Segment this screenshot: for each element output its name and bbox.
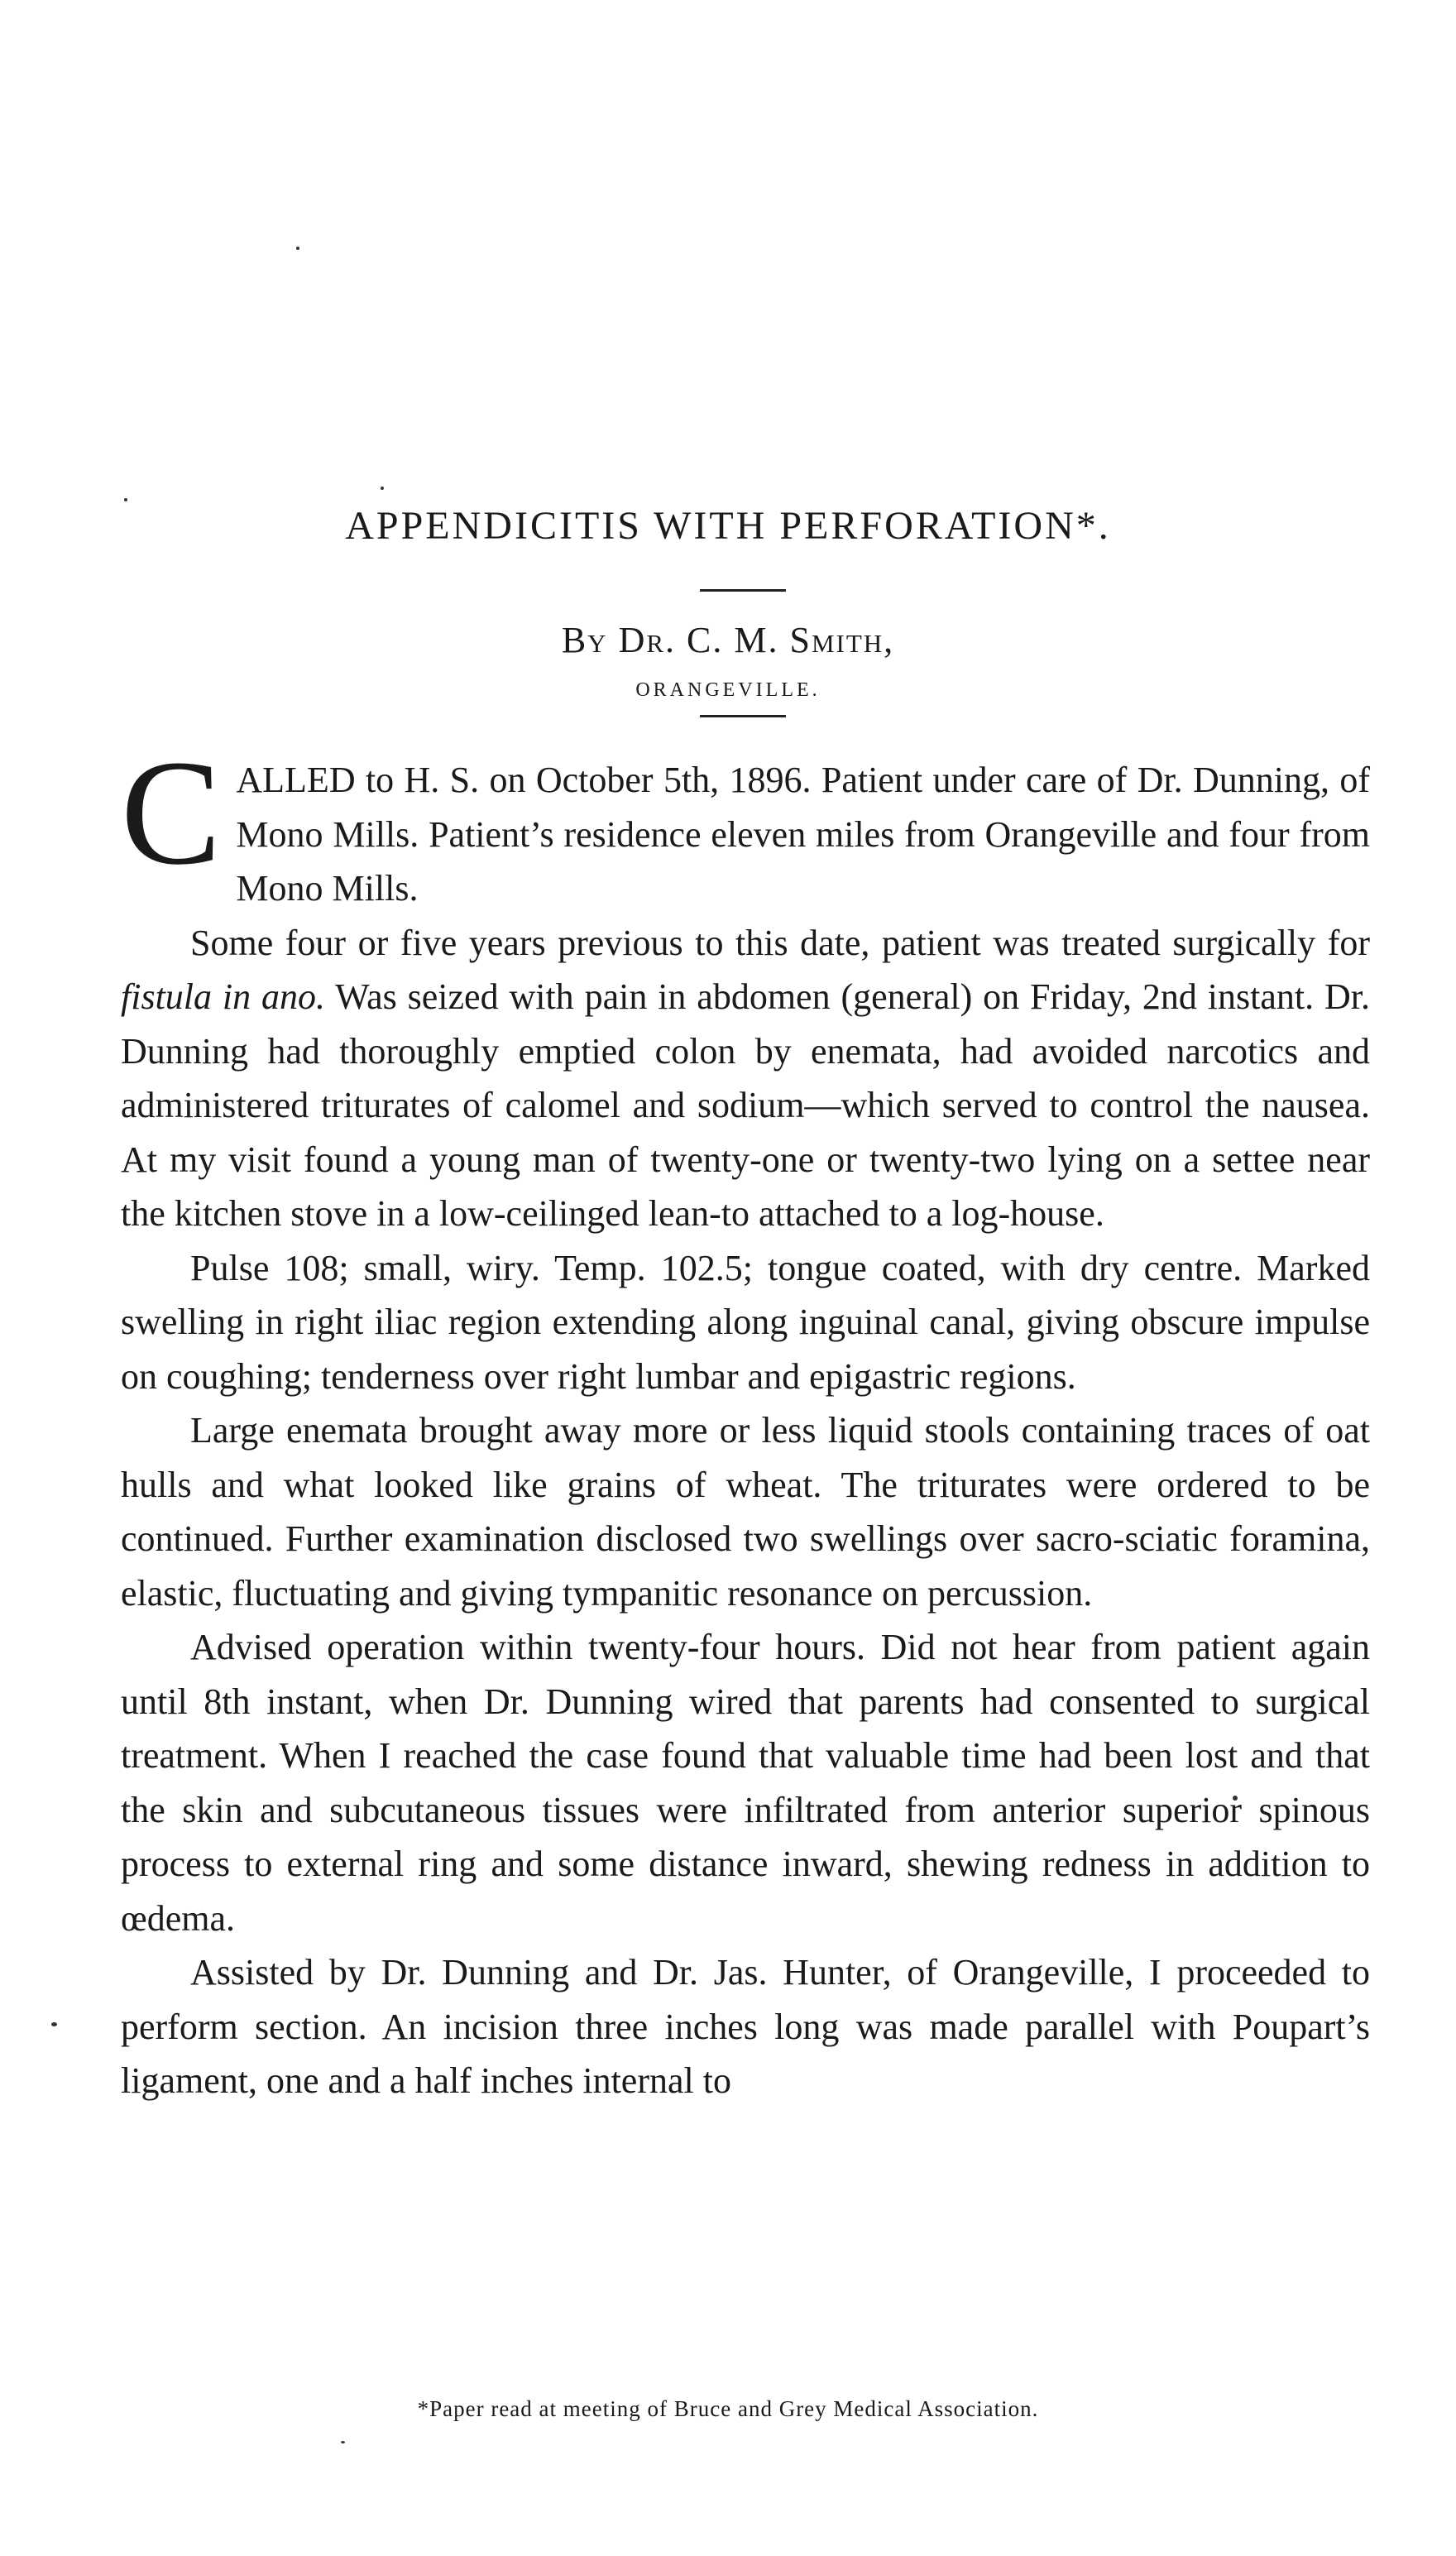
paragraph-6: Assisted by Dr. Dunning and Dr. Jas. Hunter, of Orangeville, I proceeded to perform section. An incision three inches long was made parallel with Poupart’s ligament, one and a half inches internal to — [121, 1952, 1370, 2101]
paragraph-5: Advised operation within twenty-four hours. Did not hear from patient again until 8th instant, when Dr. Dunning wired that parents had consented to surgical treatment. When I reached the case found that valuable time had been lost and that the skin and subcutaneous tissues were infiltrated from anterior superior spinous process to external ring and some distance inward, shewing redness in addition to œdema. — [121, 1627, 1370, 1939]
scan-speck — [296, 247, 299, 250]
paragraph-2-text-after: Was seized with pain in abdomen (general) on Friday, 2nd instant. Dr. Dunning had thoroughly emptied colon by enemata, had avoided narcotics and administered triturates of calomel and sodium—which served to control the nausea. At my visit found a young man of twenty-one or twenty-two lying on a settee near the kitchen stove in a low-ceilinged lean-to attached to a log-house. — [121, 976, 1370, 1234]
paragraph-1-text: ALLED to H. S. on October 5th, 1896. Patient under care of Dr. Dunning, of Mono Mills. Patient’s residence eleven miles from Orangeville and four from Mono Mills. — [236, 760, 1370, 909]
author-location: ORANGEVILLE. — [635, 679, 821, 701]
title-rule — [700, 589, 786, 592]
scan-speck — [51, 2022, 57, 2026]
paragraph-2-italic: fistula in ano. — [121, 976, 326, 1017]
drop-cap: C — [121, 730, 222, 896]
paragraph-1 — [121, 730, 1370, 916]
paragraph-2-text-before: Some four or five years previous to this date, patient was treated surgically for — [190, 922, 1370, 963]
byline-rule — [700, 715, 786, 717]
scan-speck — [124, 498, 127, 501]
paragraph-4: Large enemata brought away more or less liquid stools containing traces of oat hulls and what looked like grains of wheat. The triturates were ordered to be continued. Further examination disclosed two swellings over sacro-sciatic foramina, elastic, fluctuating and giving tympanitic resonance on percussion. — [121, 1410, 1370, 1614]
paragraph-2 — [121, 916, 1370, 1241]
article-body — [121, 730, 1370, 2108]
article-title: APPENDICITIS WITH PERFORATION*. — [345, 504, 1111, 548]
footnote: *Paper read at meeting of Bruce and Grey Medical Association. — [417, 2396, 1039, 2421]
author-byline: By Dr. C. M. Smith, — [561, 620, 895, 660]
paragraph-3: Pulse 108; small, wiry. Temp. 102.5; tongue coated, with dry centre. Marked swelling in right iliac region extending along inguinal canal, giving obscure impulse on coughing; tenderness over right lumbar and epigastric regions. — [121, 1247, 1370, 1397]
scan-speck — [341, 2441, 345, 2443]
scan-speck — [381, 487, 384, 490]
